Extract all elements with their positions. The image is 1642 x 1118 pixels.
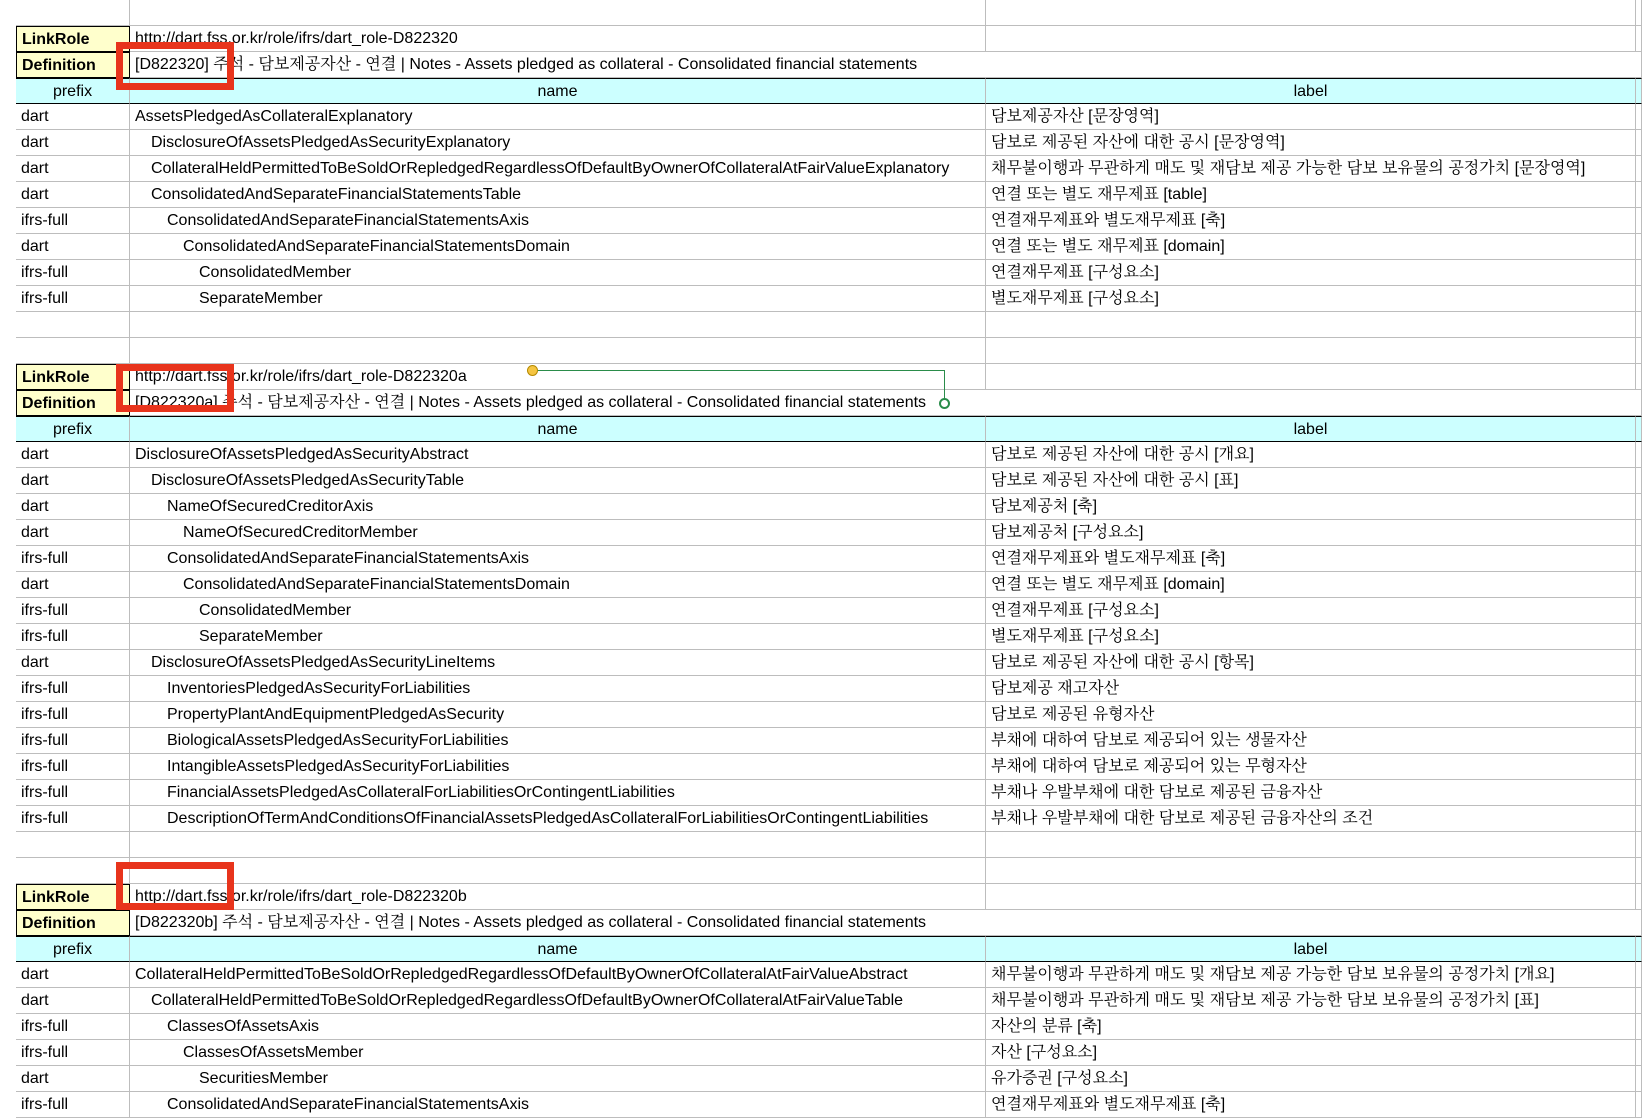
- empty-cell[interactable]: [1636, 260, 1642, 286]
- definition-value[interactable]: [D822320] 주석 - 담보제공자산 - 연결 | Notes - Assets pledged as collateral - Consolidated financial statements: [130, 52, 1636, 78]
- table-row: [16, 702, 1642, 728]
- blank-row: [16, 832, 1642, 858]
- linkrole-label[interactable]: LinkRole: [16, 884, 130, 910]
- empty-cell[interactable]: [1636, 598, 1642, 624]
- empty-cell[interactable]: [1636, 78, 1642, 104]
- name-cell[interactable]: IntangibleAssetsPledgedAsSecurityForLiabilities: [130, 754, 986, 780]
- column-header-name[interactable]: name: [130, 78, 986, 104]
- column-header-row: [16, 78, 1642, 104]
- table-row: [16, 494, 1642, 520]
- empty-cell[interactable]: [1636, 442, 1642, 468]
- label-cell[interactable]: 담보로 제공된 자산에 대한 공시 [표]: [986, 468, 1636, 494]
- definition-value[interactable]: [D822320b] 주석 - 담보제공자산 - 연결 | Notes - Assets pledged as collateral - Consolidated financial statements: [130, 910, 1636, 936]
- label-cell[interactable]: 담보로 제공된 자산에 대한 공시 [개요]: [986, 442, 1636, 468]
- label-cell[interactable]: 자산의 분류 [축]: [986, 1014, 1636, 1040]
- label-cell[interactable]: 연결재무제표와 별도재무제표 [축]: [986, 1092, 1636, 1118]
- prefix-cell[interactable]: ifrs-full: [16, 702, 130, 728]
- selection-handle-resize[interactable]: [939, 398, 950, 409]
- empty-cell[interactable]: [16, 338, 130, 364]
- name-cell[interactable]: SecuritiesMember: [130, 1066, 986, 1092]
- label-cell[interactable]: 담보로 제공된 자산에 대한 공시 [항목]: [986, 650, 1636, 676]
- label-cell[interactable]: 연결재무제표 [구성요소]: [986, 260, 1636, 286]
- linkrole-row: [16, 26, 1642, 52]
- name-cell[interactable]: ConsolidatedAndSeparateFinancialStatementsAxis: [130, 1092, 986, 1118]
- name-cell[interactable]: FinancialAssetsPledgedAsCollateralForLiabilitiesOrContingentLiabilities: [130, 780, 986, 806]
- name-cell[interactable]: NameOfSecuredCreditorMember: [130, 520, 986, 546]
- empty-cell[interactable]: [986, 312, 1636, 338]
- name-cell[interactable]: CollateralHeldPermittedToBeSoldOrRepledgedRegardlessOfDefaultByOwnerOfCollateralAtFairValueAbstract: [130, 962, 986, 988]
- name-cell[interactable]: CollateralHeldPermittedToBeSoldOrRepledgedRegardlessOfDefaultByOwnerOfCollateralAtFairValueTable: [130, 988, 986, 1014]
- empty-cell[interactable]: [986, 858, 1636, 884]
- label-cell[interactable]: 자산 [구성요소]: [986, 1040, 1636, 1066]
- prefix-cell[interactable]: ifrs-full: [16, 260, 130, 286]
- label-cell[interactable]: 담보제공처 [구성요소]: [986, 520, 1636, 546]
- empty-cell[interactable]: [1636, 390, 1642, 416]
- empty-cell[interactable]: [1636, 858, 1642, 884]
- empty-cell[interactable]: [1636, 494, 1642, 520]
- label-cell[interactable]: 담보로 제공된 자산에 대한 공시 [문장영역]: [986, 130, 1636, 156]
- table-row: [16, 598, 1642, 624]
- empty-cell[interactable]: [1636, 572, 1642, 598]
- linkrole-label[interactable]: LinkRole: [16, 26, 130, 52]
- empty-cell[interactable]: [1636, 1092, 1642, 1118]
- table-row: [16, 806, 1642, 832]
- empty-cell[interactable]: [1636, 728, 1642, 754]
- empty-cell[interactable]: [1636, 780, 1642, 806]
- label-cell[interactable]: 부채에 대하여 담보로 제공되어 있는 무형자산: [986, 754, 1636, 780]
- name-cell[interactable]: ConsolidatedAndSeparateFinancialStatementsAxis: [130, 546, 986, 572]
- prefix-cell[interactable]: dart: [16, 494, 130, 520]
- name-cell[interactable]: ConsolidatedMember: [130, 598, 986, 624]
- name-cell[interactable]: ConsolidatedAndSeparateFinancialStatementsAxis: [130, 208, 986, 234]
- prefix-cell[interactable]: ifrs-full: [16, 728, 130, 754]
- name-cell[interactable]: DisclosureOfAssetsPledgedAsSecurityLineItems: [130, 650, 986, 676]
- empty-cell[interactable]: [130, 832, 986, 858]
- table-row: [16, 182, 1642, 208]
- column-header-row: [16, 416, 1642, 442]
- empty-cell[interactable]: [1636, 0, 1642, 26]
- name-cell[interactable]: DisclosureOfAssetsPledgedAsSecurityExplanatory: [130, 130, 986, 156]
- label-cell[interactable]: 채무불이행과 무관하게 매도 및 재담보 제공 가능한 담보 보유물의 공정가치 [표]: [986, 988, 1636, 1014]
- table-row: [16, 520, 1642, 546]
- empty-cell[interactable]: [1636, 806, 1642, 832]
- label-cell[interactable]: 연결 또는 별도 재무제표 [domain]: [986, 572, 1636, 598]
- name-cell[interactable]: BiologicalAssetsPledgedAsSecurityForLiabilities: [130, 728, 986, 754]
- empty-cell[interactable]: [1636, 910, 1642, 936]
- linkrole-value[interactable]: http://dart.fss.or.kr/role/ifrs/dart_role-D822320b: [130, 884, 986, 910]
- empty-cell[interactable]: [986, 338, 1636, 364]
- blank-row: [16, 338, 1642, 364]
- label-cell[interactable]: 부채에 대하여 담보로 제공되어 있는 생물자산: [986, 728, 1636, 754]
- definition-row: [16, 910, 1642, 936]
- name-cell[interactable]: AssetsPledgedAsCollateralExplanatory: [130, 104, 986, 130]
- table-row: [16, 728, 1642, 754]
- name-cell[interactable]: ConsolidatedAndSeparateFinancialStatementsDomain: [130, 572, 986, 598]
- prefix-cell[interactable]: ifrs-full: [16, 1092, 130, 1118]
- linkrole-value[interactable]: http://dart.fss.or.kr/role/ifrs/dart_role-D822320a: [130, 364, 986, 390]
- prefix-cell[interactable]: dart: [16, 442, 130, 468]
- label-cell[interactable]: 별도재무제표 [구성요소]: [986, 286, 1636, 312]
- name-cell[interactable]: DisclosureOfAssetsPledgedAsSecurityTable: [130, 468, 986, 494]
- empty-cell[interactable]: [1636, 364, 1642, 390]
- name-cell[interactable]: SeparateMember: [130, 286, 986, 312]
- empty-cell[interactable]: [1636, 650, 1642, 676]
- table-row: [16, 988, 1642, 1014]
- empty-cell[interactable]: [986, 884, 1636, 910]
- name-cell[interactable]: SeparateMember: [130, 624, 986, 650]
- empty-cell[interactable]: [16, 312, 130, 338]
- name-cell[interactable]: ConsolidatedMember: [130, 260, 986, 286]
- prefix-cell[interactable]: dart: [16, 1066, 130, 1092]
- column-header-prefix[interactable]: prefix: [16, 78, 130, 104]
- empty-cell[interactable]: [986, 832, 1636, 858]
- linkrole-value[interactable]: http://dart.fss.or.kr/role/ifrs/dart_role-D822320: [130, 26, 986, 52]
- empty-cell[interactable]: [1636, 1014, 1642, 1040]
- empty-cell[interactable]: [16, 858, 130, 884]
- column-header-label[interactable]: label: [986, 416, 1636, 442]
- table-row: [16, 962, 1642, 988]
- name-cell[interactable]: NameOfSecuredCreditorAxis: [130, 494, 986, 520]
- prefix-cell[interactable]: ifrs-full: [16, 754, 130, 780]
- table-row: [16, 650, 1642, 676]
- prefix-cell[interactable]: ifrs-full: [16, 780, 130, 806]
- prefix-cell[interactable]: ifrs-full: [16, 546, 130, 572]
- linkrole-label[interactable]: LinkRole: [16, 364, 130, 390]
- spreadsheet-grid: [16, 0, 1642, 1118]
- prefix-cell[interactable]: ifrs-full: [16, 676, 130, 702]
- prefix-cell[interactable]: dart: [16, 650, 130, 676]
- column-header-name[interactable]: name: [130, 416, 986, 442]
- empty-cell[interactable]: [1636, 416, 1642, 442]
- empty-cell[interactable]: [130, 858, 986, 884]
- empty-cell[interactable]: [1636, 702, 1642, 728]
- linkrole-row: [16, 884, 1642, 910]
- empty-cell[interactable]: [1636, 962, 1642, 988]
- empty-cell[interactable]: [1636, 52, 1642, 78]
- table-row: [16, 130, 1642, 156]
- label-cell[interactable]: 연결 또는 별도 재무제표 [domain]: [986, 234, 1636, 260]
- table-row: [16, 442, 1642, 468]
- table-row: [16, 104, 1642, 130]
- empty-cell[interactable]: [1636, 988, 1642, 1014]
- table-row: [16, 1066, 1642, 1092]
- column-header-prefix[interactable]: prefix: [16, 416, 130, 442]
- empty-cell[interactable]: [130, 338, 986, 364]
- table-row: [16, 546, 1642, 572]
- empty-cell[interactable]: [1636, 676, 1642, 702]
- empty-cell[interactable]: [1636, 624, 1642, 650]
- prefix-cell[interactable]: dart: [16, 130, 130, 156]
- empty-cell[interactable]: [1636, 468, 1642, 494]
- empty-cell[interactable]: [1636, 520, 1642, 546]
- definition-label[interactable]: Definition: [16, 390, 130, 416]
- name-cell[interactable]: DisclosureOfAssetsPledgedAsSecurityAbstract: [130, 442, 986, 468]
- name-cell[interactable]: ClassesOfAssetsMember: [130, 1040, 986, 1066]
- prefix-cell[interactable]: ifrs-full: [16, 598, 130, 624]
- empty-cell[interactable]: [16, 0, 130, 26]
- table-row: [16, 234, 1642, 260]
- empty-cell[interactable]: [1636, 182, 1642, 208]
- empty-cell[interactable]: [1636, 156, 1642, 182]
- label-cell[interactable]: 유가증권 [구성요소]: [986, 1066, 1636, 1092]
- table-row: [16, 1040, 1642, 1066]
- table-row: [16, 468, 1642, 494]
- empty-cell[interactable]: [1636, 26, 1642, 52]
- selection-outline: [532, 370, 945, 404]
- prefix-cell[interactable]: dart: [16, 104, 130, 130]
- label-cell[interactable]: 담보로 제공된 유형자산: [986, 702, 1636, 728]
- empty-cell[interactable]: [1636, 208, 1642, 234]
- empty-cell[interactable]: [986, 364, 1636, 390]
- blank-row: [16, 858, 1642, 884]
- empty-cell[interactable]: [986, 26, 1636, 52]
- prefix-cell[interactable]: ifrs-full: [16, 286, 130, 312]
- label-cell[interactable]: 부채나 우발부채에 대한 담보로 제공된 금융자산의 조건: [986, 806, 1636, 832]
- label-cell[interactable]: 담보제공 재고자산: [986, 676, 1636, 702]
- prefix-cell[interactable]: ifrs-full: [16, 208, 130, 234]
- definition-label[interactable]: Definition: [16, 910, 130, 936]
- empty-cell[interactable]: [16, 832, 130, 858]
- blank-row: [16, 312, 1642, 338]
- empty-cell[interactable]: [1636, 234, 1642, 260]
- empty-cell[interactable]: [1636, 104, 1642, 130]
- empty-cell[interactable]: [1636, 832, 1642, 858]
- table-row: [16, 286, 1642, 312]
- definition-value[interactable]: [D822320a] 주석 - 담보제공자산 - 연결 | Notes - Assets pledged as collateral - Consolidated financial statements: [130, 390, 1636, 416]
- prefix-cell[interactable]: dart: [16, 520, 130, 546]
- definition-row: [16, 52, 1642, 78]
- prefix-cell[interactable]: dart: [16, 182, 130, 208]
- prefix-cell[interactable]: dart: [16, 234, 130, 260]
- prefix-cell[interactable]: dart: [16, 156, 130, 182]
- blank-row: [16, 0, 1642, 26]
- column-header-label[interactable]: label: [986, 936, 1636, 962]
- prefix-cell[interactable]: ifrs-full: [16, 1040, 130, 1066]
- column-header-row: [16, 936, 1642, 962]
- prefix-cell[interactable]: dart: [16, 962, 130, 988]
- table-row: [16, 624, 1642, 650]
- name-cell[interactable]: PropertyPlantAndEquipmentPledgedAsSecurity: [130, 702, 986, 728]
- table-row: [16, 260, 1642, 286]
- empty-cell[interactable]: [1636, 130, 1642, 156]
- table-row: [16, 156, 1642, 182]
- empty-cell[interactable]: [130, 0, 986, 26]
- table-row: [16, 754, 1642, 780]
- prefix-cell[interactable]: ifrs-full: [16, 1014, 130, 1040]
- name-cell[interactable]: ConsolidatedAndSeparateFinancialStatementsDomain: [130, 234, 986, 260]
- empty-cell[interactable]: [1636, 754, 1642, 780]
- empty-cell[interactable]: [1636, 338, 1642, 364]
- label-cell[interactable]: 연결재무제표 [구성요소]: [986, 598, 1636, 624]
- label-cell[interactable]: 담보제공자산 [문장영역]: [986, 104, 1636, 130]
- name-cell[interactable]: ClassesOfAssetsAxis: [130, 1014, 986, 1040]
- empty-cell[interactable]: [986, 0, 1636, 26]
- table-row: [16, 1092, 1642, 1118]
- table-row: [16, 572, 1642, 598]
- empty-cell[interactable]: [1636, 936, 1642, 962]
- prefix-cell[interactable]: ifrs-full: [16, 806, 130, 832]
- column-header-name[interactable]: name: [130, 936, 986, 962]
- prefix-cell[interactable]: dart: [16, 988, 130, 1014]
- table-row: [16, 1014, 1642, 1040]
- label-cell[interactable]: 별도재무제표 [구성요소]: [986, 624, 1636, 650]
- label-cell[interactable]: 연결재무제표와 별도재무제표 [축]: [986, 208, 1636, 234]
- table-row: [16, 676, 1642, 702]
- empty-cell[interactable]: [130, 312, 986, 338]
- label-cell[interactable]: 연결재무제표와 별도재무제표 [축]: [986, 546, 1636, 572]
- prefix-cell[interactable]: dart: [16, 572, 130, 598]
- label-cell[interactable]: 연결 또는 별도 재무제표 [table]: [986, 182, 1636, 208]
- name-cell[interactable]: InventoriesPledgedAsSecurityForLiabilities: [130, 676, 986, 702]
- selection-handle-yellow[interactable]: [527, 365, 538, 376]
- definition-label[interactable]: Definition: [16, 52, 130, 78]
- column-header-prefix[interactable]: prefix: [16, 936, 130, 962]
- empty-cell[interactable]: [1636, 546, 1642, 572]
- name-cell[interactable]: DescriptionOfTermAndConditionsOfFinancialAssetsPledgedAsCollateralForLiabilitiesOrContingentLiabilities: [130, 806, 986, 832]
- label-cell[interactable]: 담보제공처 [축]: [986, 494, 1636, 520]
- empty-cell[interactable]: [1636, 286, 1642, 312]
- table-row: [16, 780, 1642, 806]
- label-cell[interactable]: 채무불이행과 무관하게 매도 및 재담보 제공 가능한 담보 보유물의 공정가치 [문장영역]: [986, 156, 1636, 182]
- name-cell[interactable]: ConsolidatedAndSeparateFinancialStatementsTable: [130, 182, 986, 208]
- label-cell[interactable]: 채무불이행과 무관하게 매도 및 재담보 제공 가능한 담보 보유물의 공정가치 [개요]: [986, 962, 1636, 988]
- empty-cell[interactable]: [1636, 1066, 1642, 1092]
- name-cell[interactable]: CollateralHeldPermittedToBeSoldOrRepledgedRegardlessOfDefaultByOwnerOfCollateralAtFairValueExplanatory: [130, 156, 986, 182]
- label-cell[interactable]: 부채나 우발부채에 대한 담보로 제공된 금융자산: [986, 780, 1636, 806]
- column-header-label[interactable]: label: [986, 78, 1636, 104]
- table-row: [16, 208, 1642, 234]
- empty-cell[interactable]: [1636, 1040, 1642, 1066]
- empty-cell[interactable]: [1636, 884, 1642, 910]
- empty-cell[interactable]: [1636, 312, 1642, 338]
- prefix-cell[interactable]: ifrs-full: [16, 624, 130, 650]
- left-gutter: [0, 0, 16, 1112]
- prefix-cell[interactable]: dart: [16, 468, 130, 494]
